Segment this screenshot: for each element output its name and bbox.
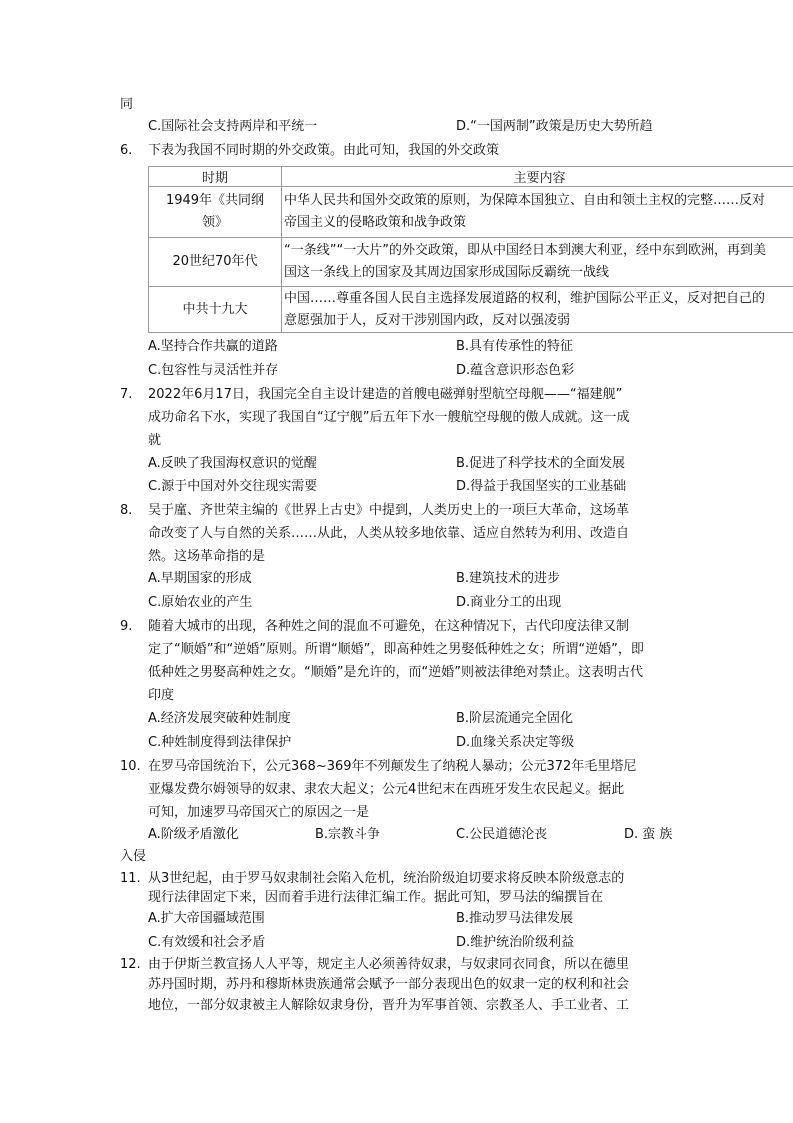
period-cell <box>149 287 282 333</box>
q7-number: 7. <box>120 387 133 402</box>
content-line: 中华人民共和国外交政策的原则，为保障本国独立、自由和领土主权的完整……反对 <box>284 193 766 208</box>
q5-option-d: D.“一国两制”政策是历史大势所趋 <box>456 119 653 134</box>
period-line: 20世纪70年代 <box>172 254 258 269</box>
period-cell <box>149 238 282 287</box>
q6-option-a: A.坚持合作共赢的道路 <box>148 339 278 354</box>
content-line: 帝国主义的侵略政策和战争政策 <box>284 215 467 230</box>
q11-option-c: C.有效缓和社会矛盾 <box>148 935 266 950</box>
table-row <box>149 287 793 333</box>
q9-option-b: B.阶层流通完全固化 <box>456 711 574 726</box>
q10-option-c: C.公民道德沦丧 <box>456 827 548 842</box>
q9-option-a: A.经济发展突破种姓制度 <box>148 711 291 726</box>
period-cell <box>149 187 282 238</box>
q9-option-c: C.种姓制度得到法律保护 <box>148 735 292 750</box>
period-line: 领》 <box>201 215 228 230</box>
header-fragment: 同 <box>120 97 134 112</box>
content-line: 国这一条线上的国家及其周边国家形成国际反霸统一战线 <box>284 265 610 280</box>
q9-number: 9. <box>120 619 133 634</box>
q10-option-a: A.阶级矛盾激化 <box>148 827 239 842</box>
header-period: 时期 <box>149 167 282 187</box>
content-cell <box>282 238 793 287</box>
header-content: 主要内容 <box>282 167 793 187</box>
q6-option-c: C.包容性与灵活性并存 <box>148 363 279 378</box>
q7-stem-line: 2022年6月17日，我国完全自主设计建造的首艘电磁弹射型航空母舰——“福建舰” <box>148 387 623 402</box>
q10-option-b: B.宗教斗争 <box>315 827 381 842</box>
q8-option-a: A.早期国家的形成 <box>148 571 252 586</box>
q7-stem-line: 就 <box>148 433 162 448</box>
q9-stem-line: 定了“顺婚”和“逆婚”原则。所谓“顺婚”，即高种姓之男娶低种姓之女；所谓“逆婚”，即 <box>148 642 644 657</box>
q11-stem-line: 从3世纪起，由于罗马奴隶制社会陷入危机，统治阶级迫切要求将反映本阶级意志的 <box>148 871 625 886</box>
q12-stem-line: 由于伊斯兰教宣扬人人平等，规定主人必须善待奴隶，与奴隶同衣同食，所以在德里 <box>148 957 630 972</box>
q8-stem-line: 命改变了人与自然的关系……从此，人类从较多地依靠、适应自然转为利用、改造自 <box>148 526 630 541</box>
content-line: “一条线”“一大片”的外交政策，即从中国经日本到澳大利亚，经中东到欧洲，再到美 <box>284 243 766 258</box>
q6-stem: 下表为我国不同时期的外交政策。由此可知，我国的外交政策 <box>148 143 500 158</box>
q10-option-d: D. 蛮 族 <box>624 827 673 842</box>
q8-option-b: B.建筑技术的进步 <box>456 571 561 586</box>
q6-option-b: B.具有传承性的特征 <box>456 339 574 354</box>
q5-option-c: C.国际社会支持两岸和平统一 <box>148 119 318 134</box>
content-cell <box>282 187 793 238</box>
q7-option-d: D.得益于我国坚实的工业基础 <box>456 479 627 494</box>
content-line: 意愿强加于人，反对干涉别国内政，反对以强凌弱 <box>284 312 571 328</box>
q8-number: 8. <box>120 503 133 518</box>
q11-option-b: B.推动罗马法律发展 <box>456 911 574 926</box>
q8-option-d: D.商业分工的出现 <box>456 595 562 610</box>
q8-stem-line: 吴于廑、齐世荣主编的《世界上古史》中提到，人类历史上的一项巨大革命，这场革 <box>148 503 630 518</box>
q8-stem-line: 然。这场革命指的是 <box>148 549 266 564</box>
q10-option-d-wrap: 入侵 <box>120 849 147 864</box>
q11-option-a: A.扩大帝国疆域范围 <box>148 911 265 926</box>
q11-stem-line: 现行法律固定下来，因而着手进行法律汇编工作。据此可知，罗马法的编撰旨在 <box>148 890 604 905</box>
q10-number: 10. <box>120 759 141 774</box>
q10-stem-line: 可知，加速罗马帝国灭亡的原因之一是 <box>148 805 370 820</box>
q7-stem-line: 成功命名下水，实现了我国自“辽宁舰”后五年下水一艘航空母舰的傲人成就。这一成 <box>148 410 630 425</box>
q9-stem-line: 低种姓之男娶高种姓之女。“顺婚”是允许的，而“逆婚”则被法律绝对禁止。这表明古代 <box>148 665 643 680</box>
q7-option-b: B.促进了科学技术的全面发展 <box>456 456 626 471</box>
q12-number: 12. <box>120 957 141 972</box>
q8-option-c: C.原始农业的产生 <box>148 595 253 610</box>
q7-option-a: A.反映了我国海权意识的觉醒 <box>148 456 317 471</box>
q12-stem-line: 苏丹国时期，苏丹和穆斯林贵族通常会赋予一部分表现出色的奴隶一定的权利和社会 <box>148 977 630 992</box>
period-line: 中共十九大 <box>182 301 248 317</box>
table-row <box>149 238 793 287</box>
content-cell <box>282 287 793 333</box>
q6-number: 6. <box>120 143 133 158</box>
table-header-row <box>149 167 793 187</box>
q12-stem-line: 地位，一部分奴隶被主人解除奴隶身份，晋升为军事首领、宗教圣人、手工业者、工 <box>148 998 630 1013</box>
period-line: 1949年《共同纲 <box>165 193 265 208</box>
table-row <box>149 187 793 238</box>
q9-option-d: D.血缘关系决定等级 <box>456 735 575 750</box>
q11-number: 11. <box>120 871 141 886</box>
q11-option-d: D.维护统治阶级利益 <box>456 935 575 950</box>
q7-option-c: C.源于中国对外交往现实需要 <box>148 479 318 494</box>
q9-stem-line: 随着大城市的出现，各种姓之间的混血不可避免，在这种情况下，古代印度法律又制 <box>148 619 630 634</box>
q10-stem-line: 亚爆发费尔姆领导的奴隶、隶农大起义；公元4世纪末在西班牙发生农民起义。据此 <box>148 782 625 797</box>
policy-table <box>148 166 793 333</box>
content-line: 中国……尊重各国人民自主选择发展道路的权利，维护国际公平正义，反对把自己的 <box>284 290 766 306</box>
q9-stem-line: 印度 <box>148 688 175 703</box>
q10-stem-line: 在罗马帝国统治下，公元368~369年不列颠发生了纳税人暴动；公元372年毛里塔尼 <box>148 759 637 774</box>
q6-option-d: D.蕴含意识形态色彩 <box>456 363 575 378</box>
